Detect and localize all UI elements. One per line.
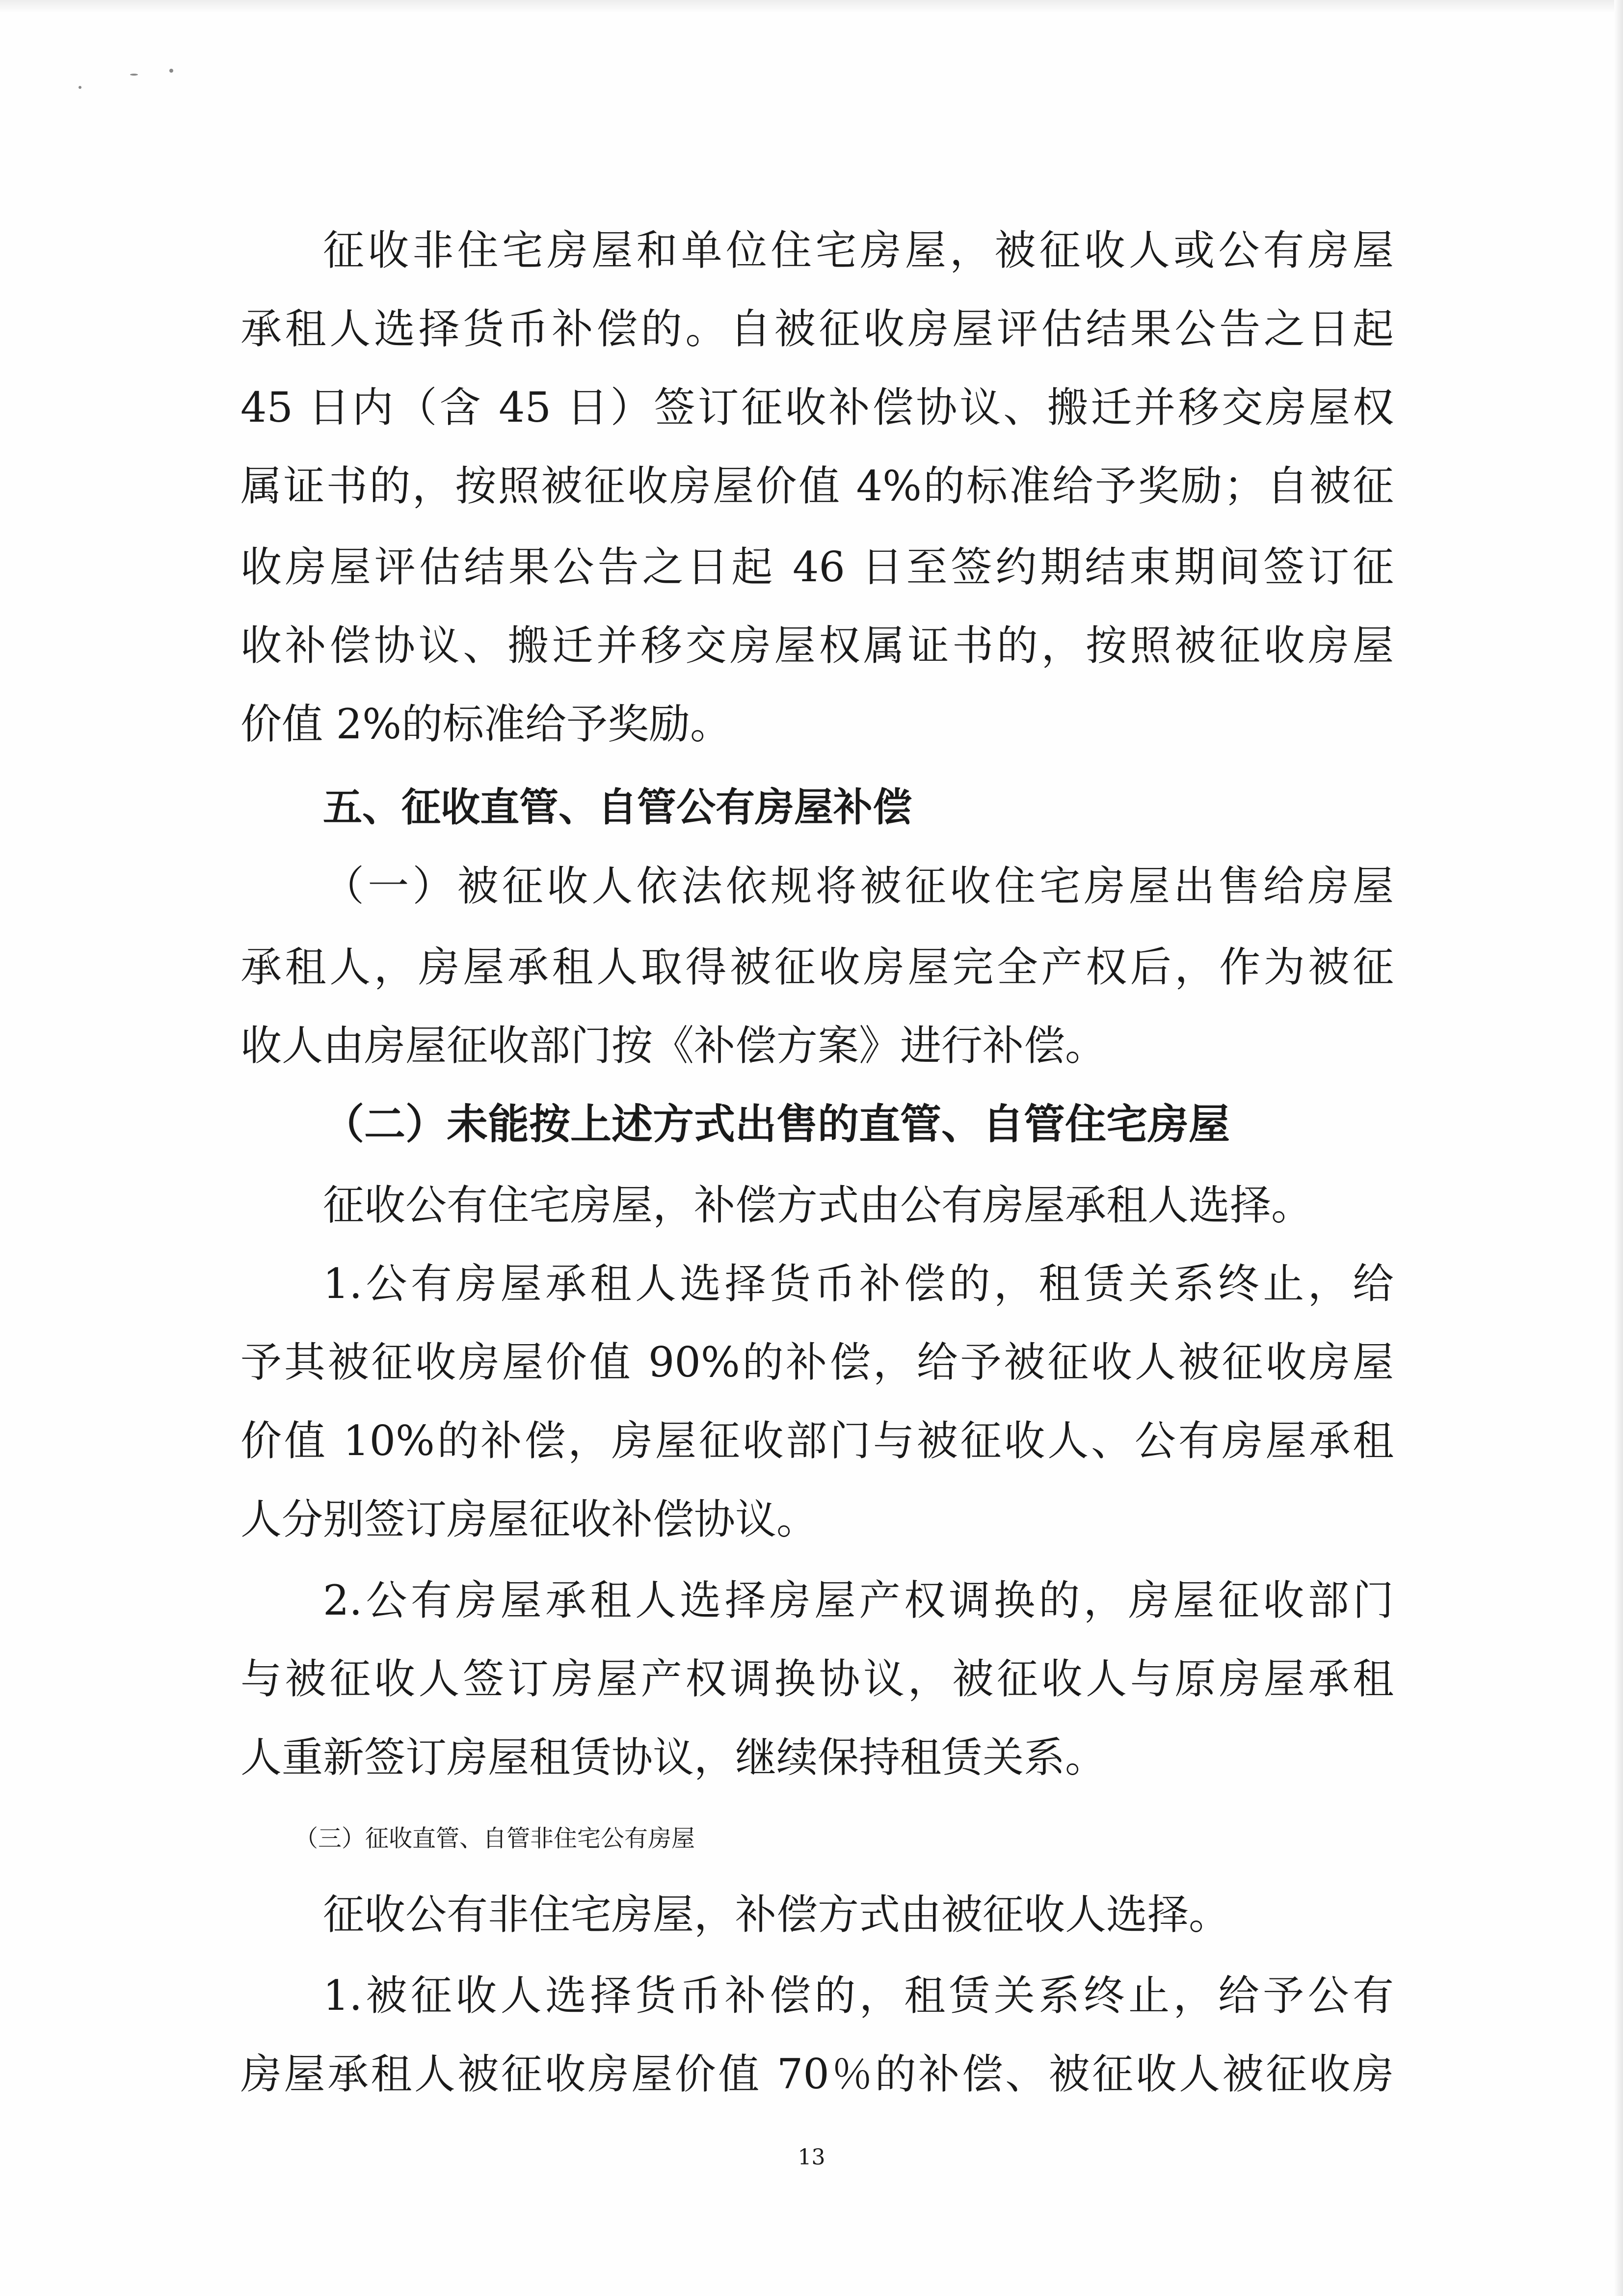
subsection-heading: （二）未能按上述方式出售的直管、自管住宅房屋 <box>323 1100 1230 1148</box>
scan-speck <box>130 74 138 76</box>
paragraph-line: 价值 10%的补偿，房屋征收部门与被征收人、公有房屋承租 <box>240 1417 1394 1465</box>
paragraph-line: 2.公有房屋承租人选择房屋产权调换的，房屋征收部门 <box>323 1576 1394 1624</box>
subsection-heading-small: （三）征收直管、自管非住宅公有房屋 <box>294 1825 695 1852</box>
paragraph-line: 收人由房屋征收部门按《补偿方案》进行补偿。 <box>240 1022 1107 1070</box>
paragraph-line: 属证书的，按照被征收房屋价值 4%的标准给予奖励；自被征 <box>240 462 1394 510</box>
scan-edge-top <box>0 0 1623 13</box>
paragraph-line: 人分别签订房屋征收补偿协议。 <box>240 1495 818 1543</box>
paragraph-line: 1.公有房屋承租人选择货币补偿的，租赁关系终止，给 <box>323 1260 1394 1308</box>
paragraph-line: 与被征收人签订房屋产权调换协议，被征收人与原房屋承租 <box>240 1655 1394 1703</box>
paragraph-line: 收补偿协议、搬迁并移交房屋权属证书的，按照被征收房屋 <box>240 621 1394 670</box>
page-number: 13 <box>798 2145 825 2170</box>
paragraph-line: 收房屋评估结果公告之日起 46 日至签约期结束期间签订征 <box>240 543 1394 591</box>
scan-speck <box>169 69 173 73</box>
paragraph-line: 承租人选择货币补偿的。自被征收房屋评估结果公告之日起 <box>240 305 1394 353</box>
paragraph-line: 予其被征收房屋价值 90%的补偿，给予被征收人被征收房屋 <box>240 1338 1394 1386</box>
paragraph-line: 房屋承租人被征收房屋价值 70％的补偿、被征收人被征收房 <box>240 2050 1394 2098</box>
scan-speck <box>79 86 81 89</box>
scan-edge-right <box>1614 0 1623 2296</box>
paragraph-line: 征收公有住宅房屋，补偿方式由公有房屋承租人选择。 <box>323 1181 1313 1229</box>
paragraph-line: 承租人，房屋承租人取得被征收房屋完全产权后，作为被征 <box>240 943 1394 991</box>
paragraph-line: 征收公有非住宅房屋，补偿方式由被征收人选择。 <box>323 1891 1230 1939</box>
paragraph-line: 价值 2%的标准给予奖励。 <box>240 700 731 748</box>
paragraph-line: 1.被征收人选择货币补偿的，租赁关系终止，给予公有 <box>323 1972 1394 2020</box>
paragraph-line: 45 日内（含 45 日）签订征收补偿协议、搬迁并移交房屋权 <box>240 383 1394 432</box>
paragraph-line: 征收非住宅房屋和单位住宅房屋，被征收人或公有房屋 <box>323 226 1394 274</box>
paragraph-line: （一）被征收人依法依规将被征收住宅房屋出售给房屋 <box>323 862 1394 910</box>
section-heading: 五、征收直管、自管公有房屋补偿 <box>323 784 912 830</box>
paragraph-line: 人重新签订房屋租赁协议，继续保持租赁关系。 <box>240 1733 1107 1782</box>
